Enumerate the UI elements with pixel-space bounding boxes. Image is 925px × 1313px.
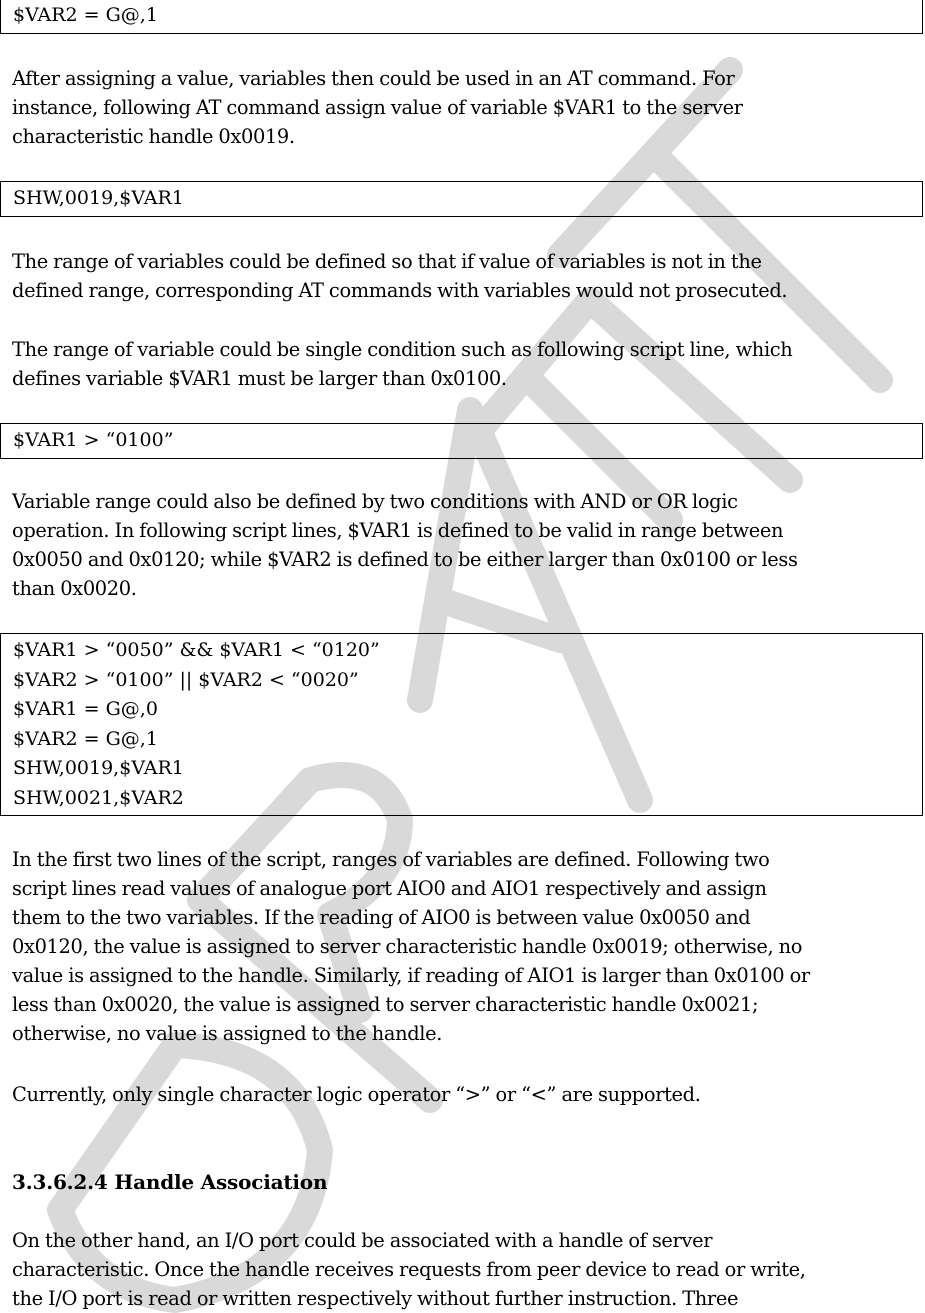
text-line: Currently, only single character logic operator “>” or “<” are supported. — [12, 1083, 701, 1106]
paragraph-after-assigning — [12, 64, 912, 151]
text-line: than 0x0020. — [12, 577, 137, 600]
text-line: 0x0050 and 0x0120; while $VAR2 is defined to be either larger than 0x0100 or less — [12, 548, 798, 571]
code-line: SHW,0019,$VAR1 — [13, 187, 184, 209]
code-line: $VAR2 = G@,1 — [13, 727, 158, 750]
paragraph-range-defined — [12, 247, 912, 305]
code-line: $VAR1 > “0100” — [13, 429, 174, 451]
code-line: $VAR2 = G@,1 — [13, 4, 158, 26]
text-line: defined range, corresponding AT commands with variables would not prosecuted. — [12, 279, 788, 302]
text-line: value is assigned to the handle. Similarly, if reading of AIO1 is larger than 0x0100 or — [12, 964, 810, 987]
code-block-shw-var1 — [0, 181, 923, 217]
text-line: less than 0x0020, the value is assigned to server characteristic handle 0x0021; — [12, 993, 759, 1016]
text-line: 0x0120, the value is assigned to server characteristic handle 0x0019; otherwise, no — [12, 935, 803, 958]
code-line: SHW,0019,$VAR1 — [13, 757, 184, 779]
paragraph-operator-support — [12, 1080, 912, 1109]
code-line: $VAR2 > “0100” || $VAR2 < “0020” — [13, 668, 359, 691]
text-line: On the other hand, an I/O port could be associated with a handle of server — [12, 1229, 713, 1252]
paragraph-two-conditions — [12, 487, 912, 603]
text-line: characteristic. Once the handle receives requests from peer device to read or write, — [12, 1258, 806, 1281]
text-line: Variable range could also be defined by two conditions with AND or OR logic — [12, 490, 738, 513]
code-line: $VAR1 > “0050” && $VAR1 < “0120” — [13, 639, 380, 661]
text-line: After assigning a value, variables then could be used in an AT command. For — [12, 67, 735, 90]
code-block-var1-condition — [0, 423, 923, 459]
text-line: operation. In following script lines, $VAR1 is defined to be valid in range between — [12, 519, 784, 542]
text-line: characteristic handle 0x0019. — [12, 125, 295, 148]
text-line: defines variable $VAR1 must be larger than 0x0100. — [12, 367, 507, 390]
text-line: them to the two variables. If the reading of AIO0 is between value 0x0050 and — [12, 906, 751, 929]
text-line: the I/O port is read or written respectively without further instruction. Three — [12, 1287, 739, 1310]
text-line: instance, following AT command assign value of variable $VAR1 to the server — [12, 96, 743, 119]
section-heading: 3.3.6.2.4 Handle Association — [12, 1170, 328, 1194]
paragraph-single-condition — [12, 335, 912, 393]
text-line: script lines read values of analogue port AIO0 and AIO1 respectively and assign — [12, 877, 767, 900]
paragraph-script-explanation — [12, 845, 912, 1048]
text-line: otherwise, no value is assigned to the handle. — [12, 1022, 443, 1045]
text-line: In the first two lines of the script, ranges of variables are defined. Following two — [12, 848, 770, 871]
text-line: The range of variable could be single condition such as following script line, which — [12, 338, 793, 361]
paragraph-handle-association — [12, 1226, 912, 1313]
code-block-var2-assign — [0, 0, 923, 34]
text-line: The range of variables could be defined so that if value of variables is not in the — [12, 250, 762, 273]
code-block-script — [0, 633, 923, 816]
code-line: $VAR1 = G@,0 — [13, 698, 158, 720]
code-line: SHW,0021,$VAR2 — [13, 786, 184, 809]
